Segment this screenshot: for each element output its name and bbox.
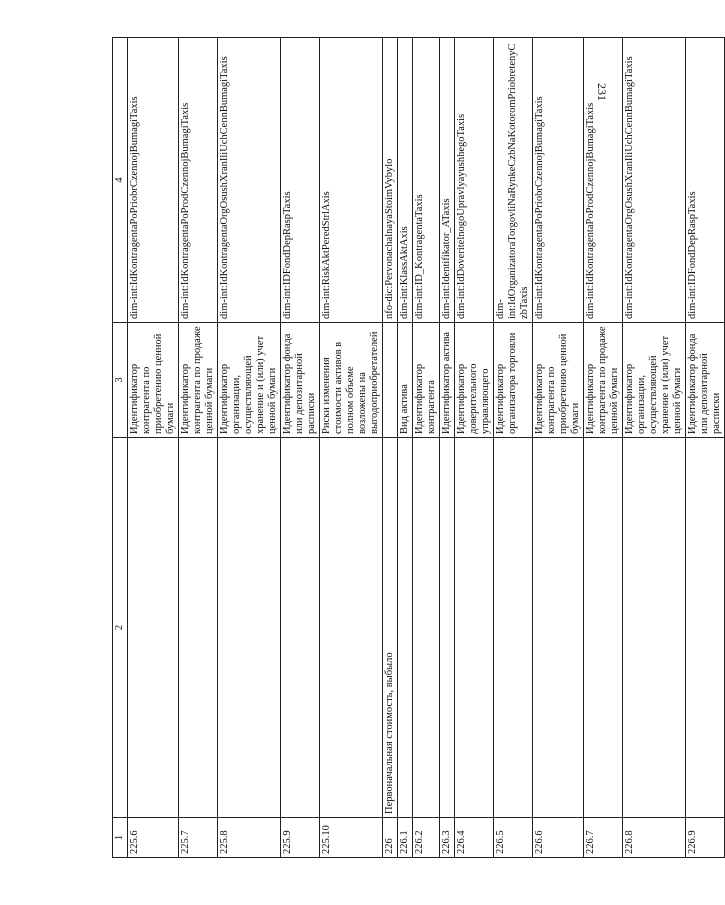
row-dimension: dim-int:KlassAktAxis bbox=[398, 38, 413, 323]
row-description: Идентификатор контрагента по приобретению ценной бумаги bbox=[533, 323, 584, 438]
header-row bbox=[113, 38, 128, 858]
row-description: Идентификатор фонда или депозитарной расписки bbox=[281, 323, 320, 438]
row-name bbox=[179, 438, 218, 818]
row-dimension: dim-int:IdKontragentaPoPriobrCzennojBumagiTaxis bbox=[533, 38, 584, 323]
row-dimension: dim-int:IdKontragentaOrgOsushXranIliUchCennBumagiTaxis bbox=[623, 38, 686, 323]
header-col-2: 2 bbox=[113, 438, 128, 818]
row-description: Идентификатор организации, осуществляющей хранение и (или) учет ценной бумаги bbox=[623, 323, 686, 438]
row-dimension: dim-int:IdKontragentaPoPriobrCzennojBumagiTaxis bbox=[128, 38, 179, 323]
table-row bbox=[179, 38, 218, 858]
table-row bbox=[320, 38, 383, 858]
row-dimension: dim-int:IdKontragentaPoProdCzennojBumagiTaxis bbox=[179, 38, 218, 323]
row-number: 226.5 bbox=[494, 818, 533, 858]
row-name bbox=[413, 438, 440, 818]
table-row bbox=[281, 38, 320, 858]
table-row bbox=[584, 38, 623, 858]
row-name bbox=[584, 438, 623, 818]
row-number: 225.10 bbox=[320, 818, 383, 858]
row-name bbox=[281, 438, 320, 818]
row-description: Идентификатор контрагента по продаже ценной бумаги bbox=[179, 323, 218, 438]
row-dimension: dim-int:IdDoveritelnogoUpravlyayushhegoTaxis bbox=[455, 38, 494, 323]
row-description: Идентификатор контрагента по продаже ценной бумаги bbox=[584, 323, 623, 438]
row-number: 226.8 bbox=[623, 818, 686, 858]
row-number: 225.8 bbox=[218, 818, 281, 858]
row-number: 225.6 bbox=[128, 818, 179, 858]
row-name: Первоначальная стоимость, выбыло bbox=[383, 438, 398, 818]
row-number: 225.9 bbox=[281, 818, 320, 858]
table-row bbox=[623, 38, 686, 858]
row-description: Идентификатор контрагента bbox=[413, 323, 440, 438]
table-row bbox=[533, 38, 584, 858]
row-name bbox=[533, 438, 584, 818]
row-description bbox=[383, 323, 398, 438]
row-number: 226.4 bbox=[455, 818, 494, 858]
row-number: 226.3 bbox=[440, 818, 455, 858]
row-description: Идентификатор организатора торговли bbox=[494, 323, 533, 438]
row-description: Риски изменения стоимости активов в полном объеме возложены на выгодоприобретателей bbox=[320, 323, 383, 438]
row-description: Идентификатор фонда или депозитарной расписки bbox=[686, 323, 725, 438]
table-row bbox=[440, 38, 455, 858]
row-number: 226.1 bbox=[398, 818, 413, 858]
row-description: Идентификатор актива bbox=[440, 323, 455, 438]
header-col-3: 3 bbox=[113, 323, 128, 438]
row-dimension: nfo-dic:PervonachalnayaStoimVybylo bbox=[383, 38, 398, 323]
row-dimension: dim-int:IDFondDepRaspTaxis bbox=[281, 38, 320, 323]
row-dimension: dim-int:IDFondDepRaspTaxis bbox=[686, 38, 725, 323]
row-description: Идентификатор контрагента по приобретению ценной бумаги bbox=[128, 323, 179, 438]
row-description: Вид актива bbox=[398, 323, 413, 438]
dimension-table bbox=[112, 37, 725, 858]
table-row bbox=[494, 38, 533, 858]
page-number: 231 bbox=[595, 83, 609, 101]
table-row bbox=[128, 38, 179, 858]
table-row bbox=[413, 38, 440, 858]
row-description: Идентификатор организации, осуществляющей хранение и (или) учет ценной бумаги bbox=[218, 323, 281, 438]
row-description: Идентификатор доверительного управляющего bbox=[455, 323, 494, 438]
row-dimension: dim-int:RiskAktPeredStrlAxis bbox=[320, 38, 383, 323]
row-dimension: dim-int:IdKontragentaOrgOsushXranIliUchCennBumagiTaxis bbox=[218, 38, 281, 323]
row-dimension: dim-int:Identifikator_ATaxis bbox=[440, 38, 455, 323]
row-name bbox=[686, 438, 725, 818]
row-name bbox=[320, 438, 383, 818]
row-name bbox=[218, 438, 281, 818]
row-number: 226 bbox=[383, 818, 398, 858]
row-dimension: dim-int:ID_KontragentaTaxis bbox=[413, 38, 440, 323]
row-name bbox=[398, 438, 413, 818]
row-dimension: dim-int:IdOrganizatoraTorgovliNaRynkeCzbNaKotoromPriobretenyCzbTaxis bbox=[494, 38, 533, 323]
header-col-4: 4 bbox=[113, 38, 128, 323]
row-number: 225.7 bbox=[179, 818, 218, 858]
table-row bbox=[455, 38, 494, 858]
row-number: 226.9 bbox=[686, 818, 725, 858]
row-number: 226.2 bbox=[413, 818, 440, 858]
table-row bbox=[218, 38, 281, 858]
row-name bbox=[440, 438, 455, 818]
table-row bbox=[383, 38, 398, 858]
row-name bbox=[128, 438, 179, 818]
table-row bbox=[398, 38, 413, 858]
table-row bbox=[686, 38, 725, 858]
table-body bbox=[128, 38, 725, 858]
row-name bbox=[623, 438, 686, 818]
row-number: 226.6 bbox=[533, 818, 584, 858]
row-dimension: dim-int:IdKontragentaPoProdCzennojBumagiTaxis bbox=[584, 38, 623, 323]
row-name bbox=[494, 438, 533, 818]
row-number: 226.7 bbox=[584, 818, 623, 858]
header-col-1: 1 bbox=[113, 818, 128, 858]
row-name bbox=[455, 438, 494, 818]
